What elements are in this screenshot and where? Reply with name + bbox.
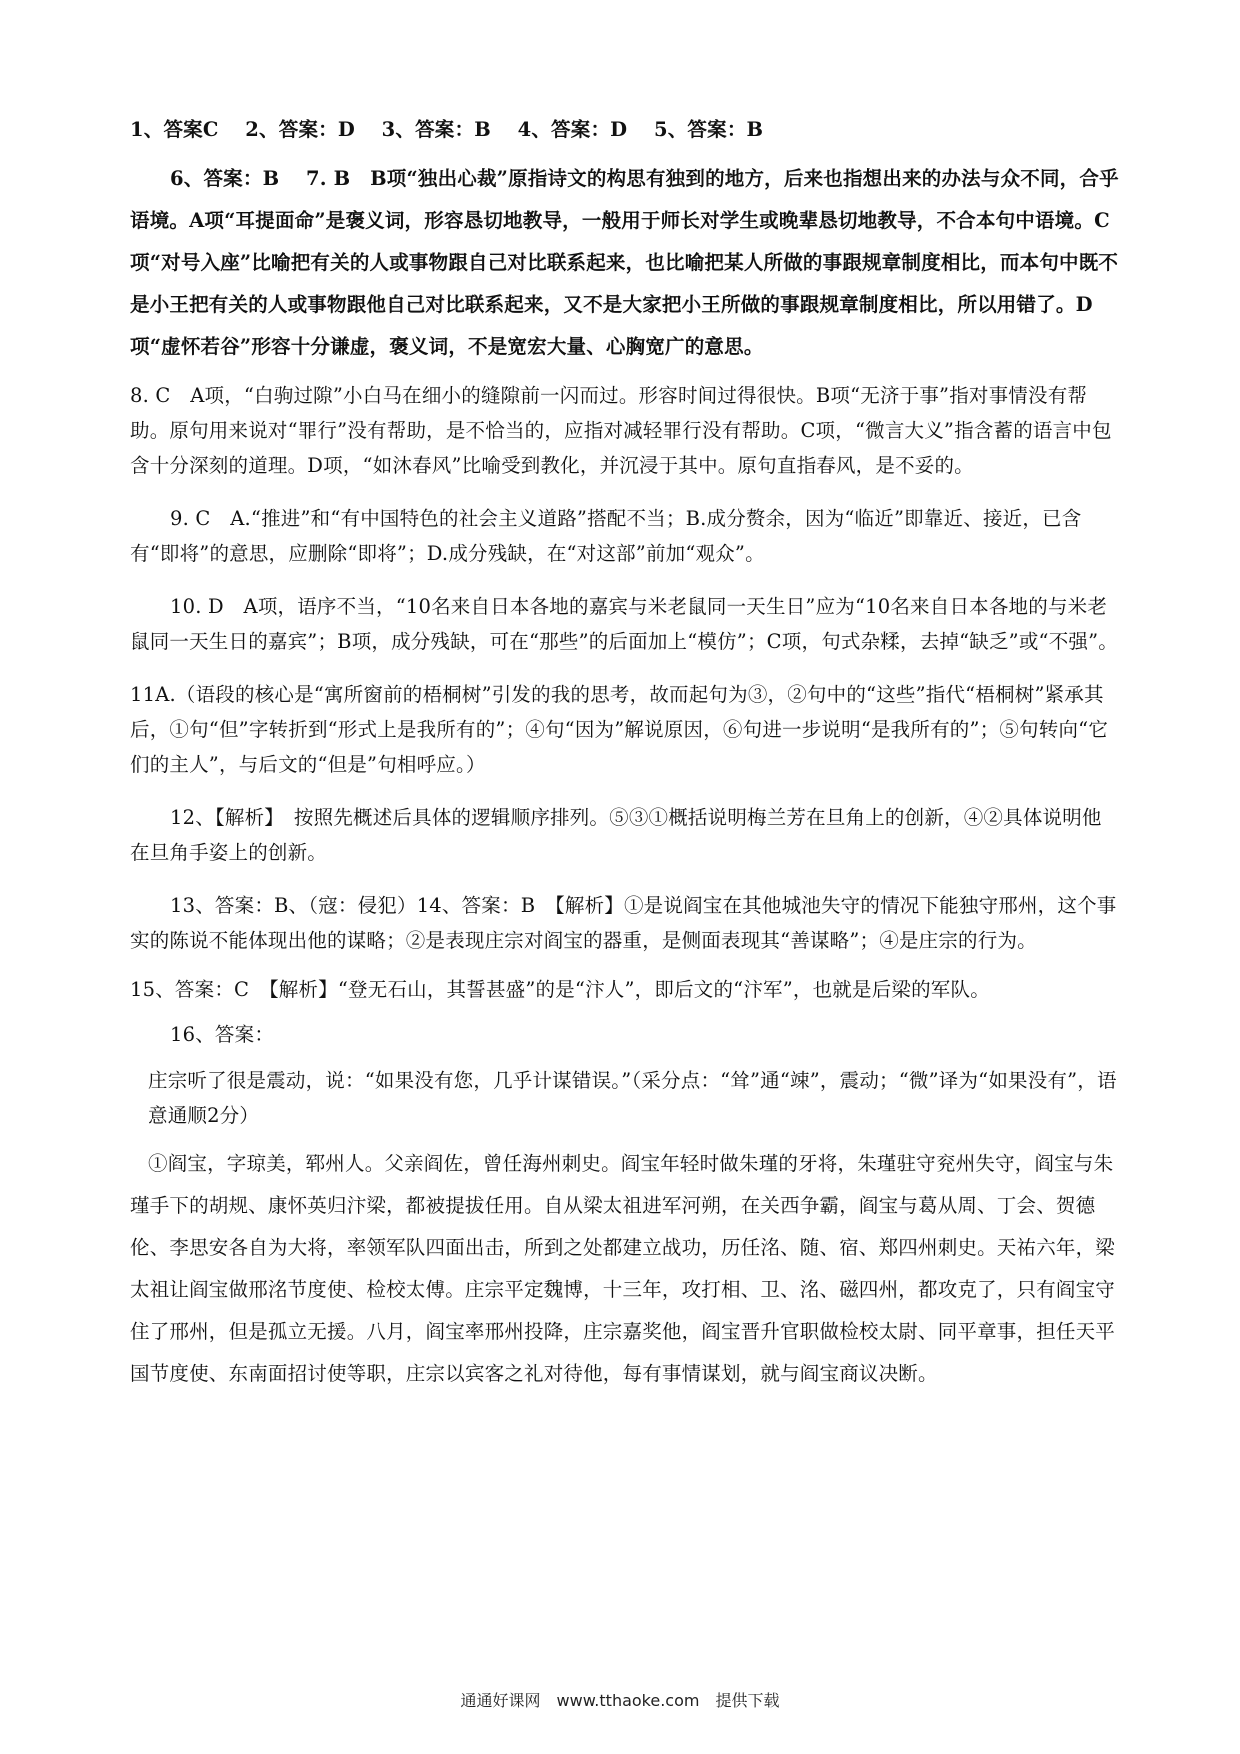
answer-16-label: 16、答案： [170,1023,275,1046]
answer-15: 15、答案：C 【解析】“登无石山，其誓甚盛”的是“汴人”，即后文的“汴军”，也就是后梁的军队。 [130,978,990,1001]
answer-13-14: 13、答案：B、（寇：侵犯）14、答案：B 【解析】①是说阎宝在其他城池失守的情况下能独守邢州，这个事实的陈说不能体现出他的谋略；②是表现庄宗对阎宝的器重，是侧面表现其“善谋略”；④是庄宗的行为。 [130,894,1117,952]
answer-key-body [130,112,1120,1395]
answer-12: 12、【解析】 按照先概述后具体的逻辑顺序排列。⑤③①概括说明梅兰芳在旦角上的创新，④②具体说明他在旦角手姿上的创新。 [130,806,1102,864]
answer-16-passage: ①阎宝，字琼美，郓州人。父亲阎佐，曾任海州刺史。阎宝年轻时做朱瑾的牙将，朱瑾驻守兖州失守，阎宝与朱瑾手下的胡规、康怀英归汴梁，都被提拔任用。自从梁太祖进军河朔，在关西争霸，阎宝与葛从周、丁会、贺德伦、李思安各自为大将，率领军队四面出击，所到之处都建立战功，历任洺、随、宿、郑四州刺史。天祐六年，梁太祖让阎宝做邢洺节度使、检校太傅。庄宗平定魏博，十三年，攻打相、卫、洺、磁四州，都攻克了，只有阎宝守住了邢州，但是孤立无援。八月，阎宝率邢州投降，庄宗嘉奖他，阎宝晋升官职做检校太尉、同平章事，担任天平国节度使、东南面招讨使等职，庄宗以宾客之礼对待他，每有事情谋划，就与阎宝商议决断。 [130,1152,1116,1385]
answer-8: 8. C A项，“白驹过隙”小白马在细小的缝隙前一闪而过。形容时间过得很快。B项“无济于事”指对事情没有帮助。原句用来说对“罪行”没有帮助，是不恰当的，应指对减轻罪行没有帮助。C项，“微言大义”指含蓄的语言中包含十分深刻的道理。D项，“如沐春风”比喻受到教化，并沉浸于其中。原句直指春风，是不妥的。 [130,384,1112,477]
answer-10: 10. D A项，语序不当，“10名来自日本各地的嘉宾与米老鼠同一天生日”应为“10名来自日本各地的与米老鼠同一天生日的嘉宾”；B项，成分残缺，可在“那些”的后面加上“模仿”；C项，句式杂糅，去掉“缺乏”或“不强”。 [130,595,1118,653]
footer-watermark: 通通好课网 www.tthaoke.com 提供下载 [460,1691,780,1710]
answer-16-translation: 庄宗听了很是震动，说：“如果没有您，几乎计谋错误。”（采分点：“耸”通“竦”，震动；“微”译为“如果没有”，语意通顺2分） [148,1069,1117,1127]
answer-9: 9. C A.“推进”和“有中国特色的社会主义道路”搭配不当；B.成分赘余，因为“临近”即靠近、接近，已含有“即将”的意思，应删除“即将”；D.成分残缺，在“对这部”前加“观众”。 [130,507,1082,565]
answers-6-7: 6、答案：B 7. B B项“独出心裁”原指诗文的构思有独到的地方，后来也指想出来的办法与众不同，合乎语境。A项“耳提面命”是褒义词，形容恳切地教导，一般用于师长对学生或晚辈恳切地教导，不合本句中语境。C项“对号入座”比喻把有关的人或事物跟自己对比联系起来，也比喻把某人所做的事跟规章制度相比，而本句中既不是小王把有关的人或事物跟他自己对比联系起来，又不是大家把小王所做的事跟规章制度相比，所以用错了。D项“虚怀若谷”形容十分谦虚，褒义词，不是宽宏大量、心胸宽广的意思。 [130,167,1119,358]
answers-1-5: 1、答案C 2、答案：D 3、答案：B 4、答案：D 5、答案：B [130,118,764,141]
answer-11: 11A.（语段的核心是“寓所窗前的梧桐树”引发的我的思考，故而起句为③，②句中的“这些”指代“梧桐树”紧承其后，①句“但”字转折到“形式上是我所有的”；④句“因为”解说原因，⑥句进一步说明“是我所有的”；⑤句转向“它们的主人”，与后文的“但是”句相呼应。） [130,683,1109,776]
